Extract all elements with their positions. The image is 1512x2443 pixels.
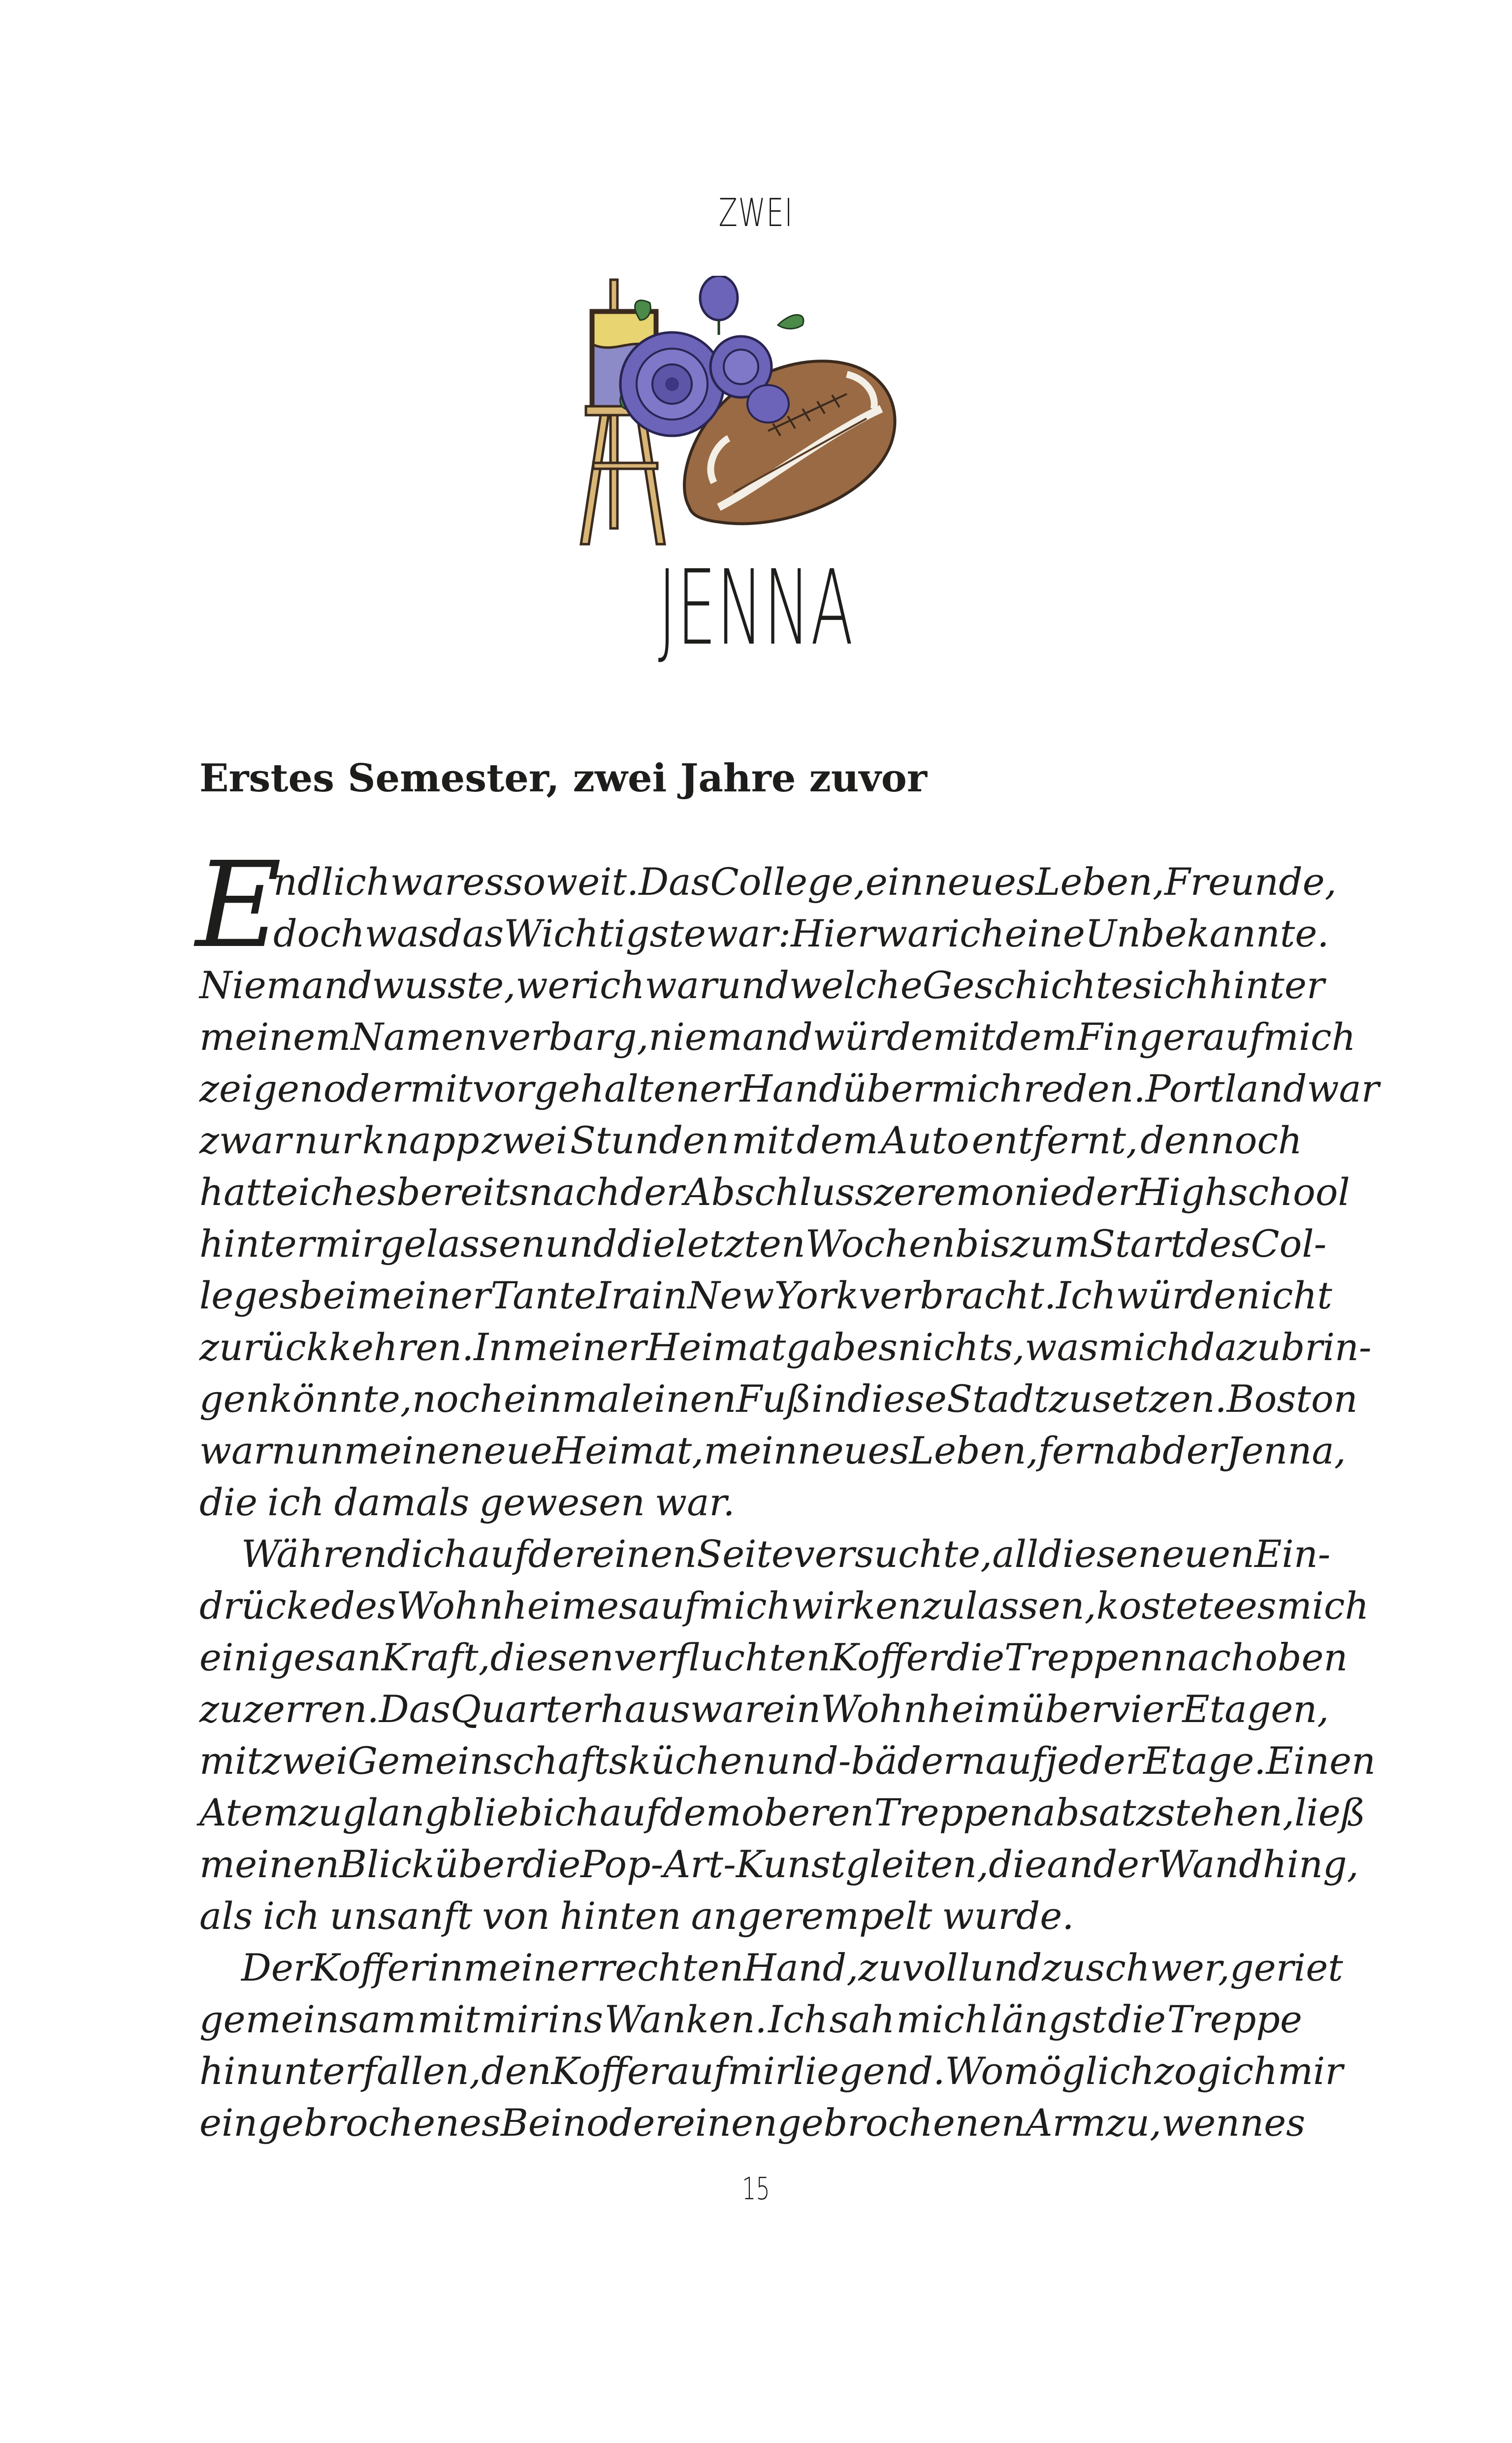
- text-line: drücke des Wohnheimes auf mich wirken zu lassen, kostete es mich: [199, 1584, 1369, 1628]
- chapter-number: ZWEI: [718, 191, 794, 235]
- text-line: hinter mir gelassen und die letzten Wochen bis zum Start des Col-: [199, 1222, 1327, 1266]
- page-number: 15: [741, 2171, 770, 2207]
- text-line: gemeinsam mit mir ins Wanken. Ich sah mich längst die Treppe: [199, 1997, 1302, 2041]
- text-line: Atemzug lang blieb ich auf dem oberen Treppenabsatz stehen, ließ: [199, 1791, 1366, 1834]
- text-line: meinem Namen verbarg, niemand würde mit dem Finger auf mich: [199, 1015, 1356, 1059]
- text-line: zwar nur knapp zwei Stunden mit dem Auto entfernt, dennoch: [199, 1118, 1302, 1162]
- text-line: Niemand wusste, wer ich war und welche Geschichte sich hinter: [199, 963, 1325, 1007]
- text-line: ein gebrochenes Bein oder einen gebrochenen Arm zu, wenn es: [199, 2101, 1306, 2145]
- text-line: gen könnte, noch einmal einen Fuß in diese Stadt zu setzen. Boston: [199, 1377, 1358, 1421]
- text-line: als ich unsanft von hinten angerempelt wurde.: [199, 1894, 1074, 1938]
- text-line: mit zwei Gemeinschaftsküchen und -bädern auf jeder Etage. Einen: [199, 1739, 1376, 1783]
- text-line: einiges an Kraft, diesen verfluchten Koffer die Treppen nach oben: [199, 1635, 1348, 1679]
- text-line: leges bei meiner Tante Ira in New York verbracht. Ich würde nicht: [199, 1273, 1332, 1317]
- text-line: hatte ich es bereits nach der Abschlusszeremonie der Highschool: [199, 1170, 1350, 1214]
- text-line: ndlich war es soweit. Das College, ein neues Leben, Freunde,: [273, 860, 1337, 904]
- text-line: hinunterfallen, den Koffer auf mir liegend. Womöglich zog ich mir: [199, 2049, 1343, 2093]
- text-line: war nun meine neue Heimat, mein neues Leben, fernab der Jenna,: [199, 1429, 1346, 1472]
- text-line: Während ich auf der einen Seite versuchte, all diese neuen Ein-: [241, 1532, 1331, 1576]
- text-line: zeigen oder mit vorgehaltener Hand über mich reden. Portland war: [199, 1067, 1380, 1110]
- section-heading: Erstes Semester, zwei Jahre zuvor: [199, 756, 927, 801]
- drop-cap: E: [195, 836, 282, 974]
- chapter-title: JENNA: [658, 548, 854, 668]
- text-line: die ich damals gewesen war.: [199, 1480, 735, 1524]
- easel-flowers-football-icon: [571, 276, 906, 552]
- text-line: Der Koffer in meiner rechten Hand, zu voll und zu schwer, geriet: [241, 1946, 1343, 1989]
- text-line: zu zerren. Das Quarterhaus war ein Wohnheim über vier Etagen,: [199, 1687, 1329, 1731]
- text-line: zurückkehren. In meiner Heimat gab es nichts, was mich dazu brin-: [199, 1325, 1372, 1369]
- flowers-icon: [620, 276, 804, 436]
- body-text: [195, 836, 1380, 2149]
- text-line: meinen Blick über die Pop-Art-Kunst gleiten, die an der Wand hing,: [199, 1842, 1359, 1886]
- text-line: doch was das Wichtigste war: Hier war ich eine Unbekannte.: [273, 912, 1329, 955]
